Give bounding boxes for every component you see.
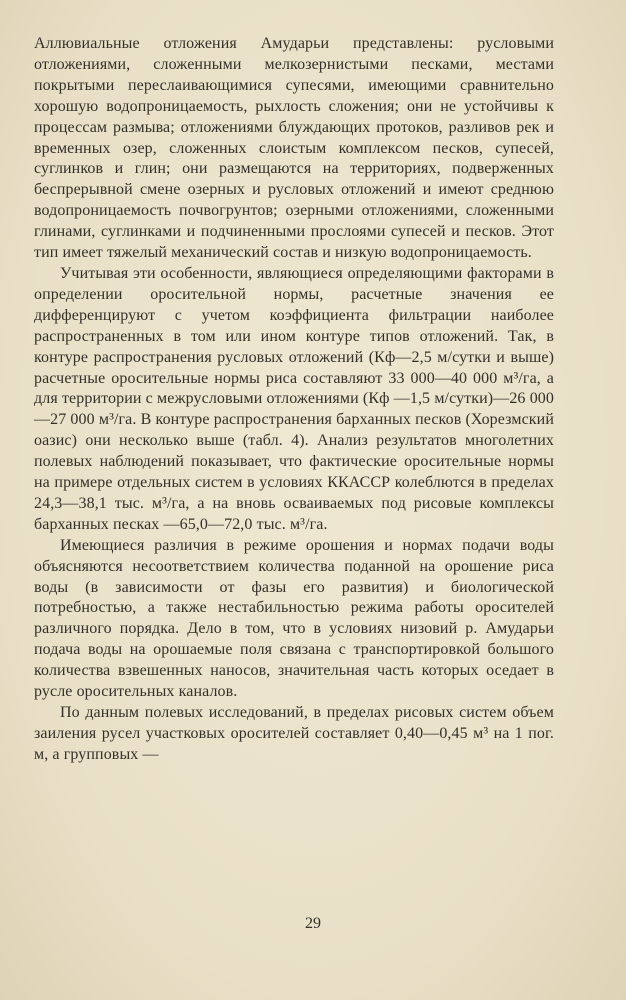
page-number: 29 <box>305 915 321 932</box>
paragraph-alluvial-deposits: Аллювиальные отложения Амударьи представлены: русловыми отложениями, сложенными мелкозернистыми песками, местами покрытыми переслаивающимися супесями, имеющими сравнительно хорошую водопроницаемость, рыхлость сложения; они не устойчивы к процессам размыва; отложениями блуждающих протоков, разливов рек и временных озер, сложенных слоистым комплексом песков, супесей, суглинков и глин; они размещаются на территориях, подверженных беспрерывной смене озерных и русловых отложений и имеют среднюю водопроницаемость почвогрунтов; озерными отложениями, сложенными глинами, суглинками и подчиненными прослоями супесей и песков. Этот тип имеет тяжелый механический состав и низкую водопроницаемость. <box>34 35 554 262</box>
paragraph-irrigation-norms: Учитывая эти особенности, являющиеся определяющими факторами в определении оросительной нормы, расчетные значения ее дифференцируют с учетом коэффициента фильтрации наиболее распространенных в том или ином контуре типов отложений. Так, в контуре распространения русловых отложений (Кф—2,5 м/сутки и выше) расчетные оросительные нормы риса составляют 33 000—40 000 м³/га, а для территории с межрусловыми отложениями (Кф —1,5 м/сутки)—26 000—27 000 м³/га. В контуре распространения барханных песков (Хорезмский оазис) они несколько выше (табл. 4). Анализ результатов многолетних полевых наблюдений показывает, что фактические оросительные нормы на примере отдельных систем в условиях ККАССР колеблются в пределах 24,3—38,1 тыс. м³/га, а на вновь осваиваемых под рисовые комплексы барханных песках —65,0—72,0 тыс. м³/га. <box>34 264 554 533</box>
paragraph-field-studies: По данным полевых исследований, в пределах рисовых систем объем заиления русел участковых оросителей составляет 0,40—0,45 м³ на 1 пог. м, а групповых — <box>34 704 554 763</box>
paragraph-water-supply-differences: Имеющиеся различия в режиме орошения и нормах подачи воды объясняются несоответствием количества поданной на орошение риса воды (в зависимости от фазы его развития) и биологической потребностью, а также нестабильностью режима работы оросителей различного порядка. Дело в том, что в условиях низовий р. Амударьи подача воды на орошаемые поля связана с транспортировкой большого количества взвешенных наносов, значительная часть которых оседает в русле оросительных каналов. <box>34 536 554 701</box>
body-text <box>34 34 554 766</box>
